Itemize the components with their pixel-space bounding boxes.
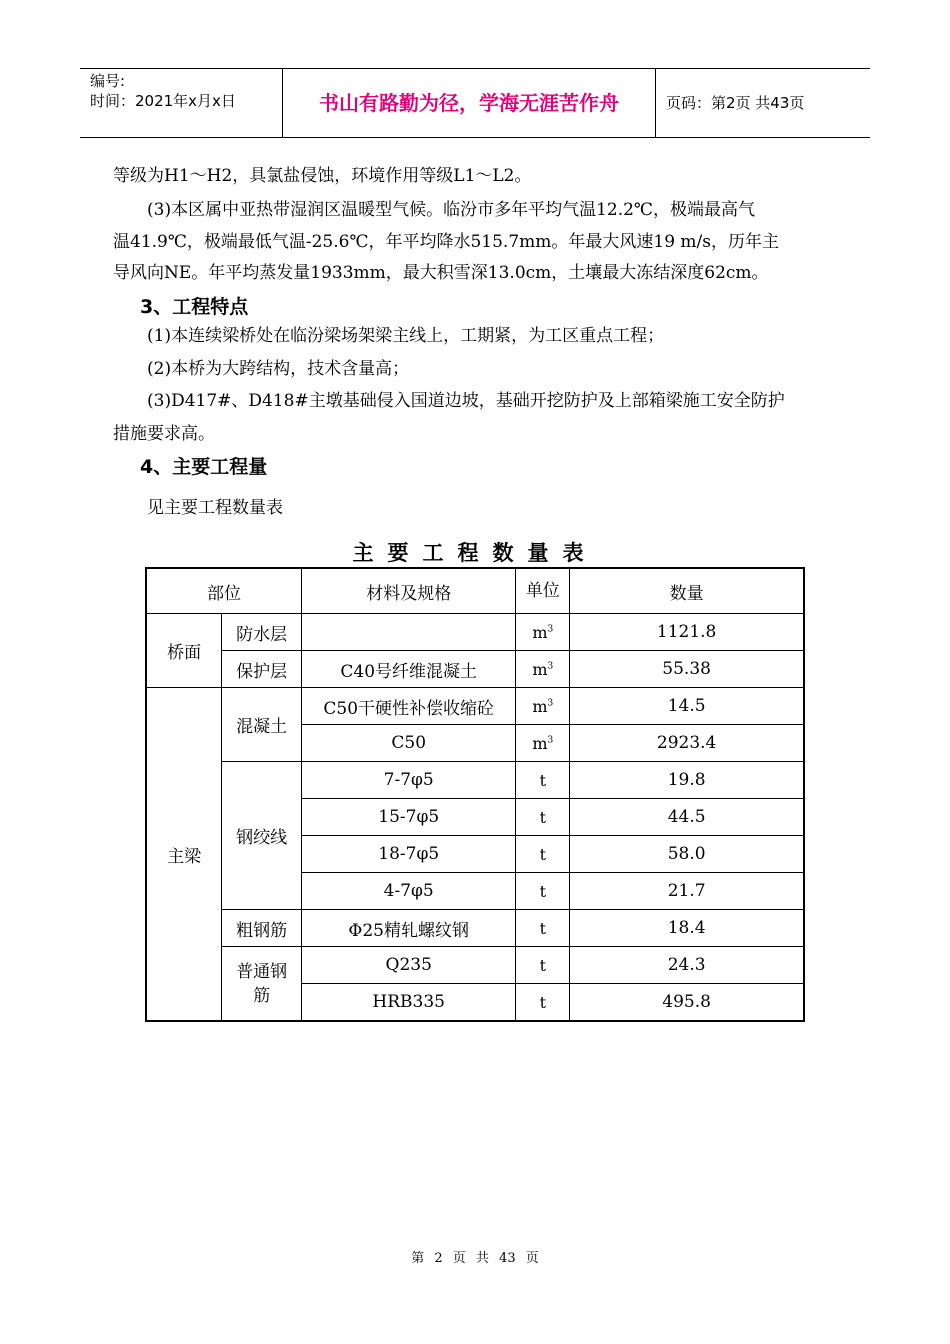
table-row xyxy=(146,614,804,651)
page-header xyxy=(80,68,870,138)
quantity-cell: 24.3 xyxy=(570,947,804,984)
unit-cell: $m^3$ xyxy=(516,614,570,651)
material-cell: HRB335 xyxy=(302,984,516,1022)
table-reference: 见主要工程数量表 xyxy=(147,498,283,518)
quantity-cell: 18.4 xyxy=(570,910,804,947)
table-row xyxy=(146,947,804,984)
quantity-cell: 495.8 xyxy=(570,984,804,1022)
body-line: 温41.9℃，极端最低气温-25.6℃，年平均降水515.7mm。年最大风速19 m/s，历年主 xyxy=(113,232,779,252)
unit-cell: t xyxy=(516,762,570,799)
quantity-cell: 19.8 xyxy=(570,762,804,799)
material-cell: C50干硬性补偿收缩砼 xyxy=(302,688,516,725)
material-cell xyxy=(302,614,516,651)
unit-cell: t xyxy=(516,873,570,910)
body-line: 等级为H1～H2，具氯盐侵蚀，环境作用等级L1～L2。 xyxy=(113,166,532,186)
body-line: 导风向NE。年平均蒸发量1933mm，最大积雪深13.0cm，土壤最大冻结深度62cm。 xyxy=(113,263,769,283)
table-row xyxy=(146,651,804,688)
header-page-label: 页码：第2页 共43页 xyxy=(666,94,805,112)
table-row xyxy=(146,688,804,725)
section-heading: 3、工程特点 xyxy=(140,296,249,318)
unit-cell: t xyxy=(516,947,570,984)
header-motto: 书山有路勤为径，学海无涯苦作舟 xyxy=(282,69,656,137)
material-cell: Φ25精轧螺纹钢 xyxy=(302,910,516,947)
subgroup-thick-rebar: 粗钢筋 xyxy=(222,910,302,947)
subgroup-concrete: 混凝土 xyxy=(222,688,302,762)
unit-cell: t xyxy=(516,984,570,1022)
quantity-cell: 14.5 xyxy=(570,688,804,725)
table-row xyxy=(146,762,804,799)
header-meta xyxy=(80,69,282,137)
unit-cell: t xyxy=(516,836,570,873)
quantity-cell: 1121.8 xyxy=(570,614,804,651)
quantity-cell: 55.38 xyxy=(570,651,804,688)
header-quantity: 数量 xyxy=(570,568,804,614)
subgroup-strand: 钢绞线 xyxy=(222,762,302,910)
unit-cell: t xyxy=(516,799,570,836)
page-footer: 第 2 页 共 43 页 xyxy=(411,1251,539,1266)
header-part: 部位 xyxy=(146,568,302,614)
body-line: (3)本区属中亚热带湿润区温暖型气候。临汾市多年平均气温12.2℃，极端最高气 xyxy=(147,200,755,220)
subgroup-normal-rebar: 普通钢筋 xyxy=(222,947,302,1022)
unit-cell: $m^3$ xyxy=(516,688,570,725)
list-item: (3)D417#、D418#主墩基础侵入国道边坡，基础开挖防护及上部箱梁施工安全防护 xyxy=(147,391,785,411)
quantity-table xyxy=(145,567,805,1022)
table-header-row xyxy=(146,568,804,614)
time-label: 时间：2021年x月x日 xyxy=(90,92,236,110)
list-item: (1)本连续梁桥处在临汾梁场架梁主线上，工期紧，为工区重点工程； xyxy=(147,326,665,346)
subgroup-protective: 保护层 xyxy=(222,651,302,688)
quantity-cell: 44.5 xyxy=(570,799,804,836)
material-cell: Q235 xyxy=(302,947,516,984)
header-unit: 单位 xyxy=(516,568,570,614)
number-label: 编号: xyxy=(90,72,126,90)
material-cell: 18-7φ5 xyxy=(302,836,516,873)
list-item-cont: 措施要求高。 xyxy=(113,424,215,444)
unit-cell: t xyxy=(516,910,570,947)
material-cell: 15-7φ5 xyxy=(302,799,516,836)
section-heading: 4、主要工程量 xyxy=(140,456,268,478)
unit-cell: $m^3$ xyxy=(516,725,570,762)
material-cell: C50 xyxy=(302,725,516,762)
group-main-beam: 主梁 xyxy=(146,688,222,1022)
quantity-cell: 2923.4 xyxy=(570,725,804,762)
table-title: 主要工程数量表 xyxy=(352,541,598,565)
quantity-cell: 58.0 xyxy=(570,836,804,873)
subgroup-waterproof: 防水层 xyxy=(222,614,302,651)
group-bridge-deck: 桥面 xyxy=(146,614,222,688)
quantity-cell: 21.7 xyxy=(570,873,804,910)
material-cell: 4-7φ5 xyxy=(302,873,516,910)
list-item: (2)本桥为大跨结构，技术含量高； xyxy=(147,359,410,379)
table-row xyxy=(146,910,804,947)
header-material: 材料及规格 xyxy=(302,568,516,614)
unit-cell: $m^3$ xyxy=(516,651,570,688)
material-cell: C40号纤维混凝土 xyxy=(302,651,516,688)
material-cell: 7-7φ5 xyxy=(302,762,516,799)
